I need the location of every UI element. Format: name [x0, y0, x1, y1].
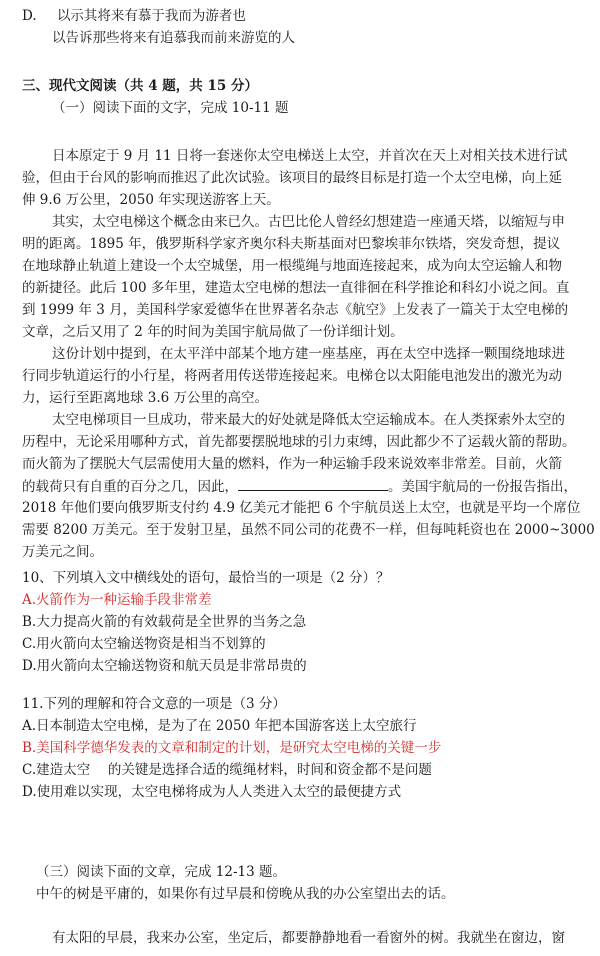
passage-line: 这份计划中提到，在太平洋中部某个地方建一座基座，再在太空中选择一颗围绕地球进	[52, 346, 565, 362]
passage-line: 行同步轨道运行的小行星，将两者用传送带连接起来。电梯仓以太阳能电池发出的激光为动	[22, 368, 562, 384]
passage-line: 验，但由于台风的影响而推迟了此次试验。该项目的最终目标是打造一个太空电梯，向上延	[22, 170, 562, 186]
part3-line: 有太阳的早晨，我来办公室，坐定后，都要静静地看一看窗外的树。我就坐在窗边，窗	[52, 930, 565, 946]
q11-option-b: B.美国科学德华发表的文章和制定的计划，是研究太空电梯的关键一步	[22, 740, 442, 756]
passage-line: 的新捷径。此后 100 多年里，建造太空电梯的想法一直徘徊在科学推论和科幻小说之间。直	[22, 280, 570, 296]
passage-line: 力，运行至距离地球 3.6 万公里的高空。	[22, 390, 269, 406]
passage-line: 其实，太空电梯这个概念由来已久。古巴比伦人曾经幻想建造一座通天塔，以缩短与申	[52, 214, 565, 230]
passage-line: 文章，之后又用了 2 年的时间为美国宇航局做了一份详细计划。	[22, 324, 404, 340]
passage-line: 2018 年他们要向俄罗斯支付约 4.9 亿美元才能把 6 个宇航员送上太空，也就是平均一个席位	[22, 500, 581, 516]
passage-line: 太空电梯项目一旦成功，带来最大的好处就是降低太空运输成本。在人类探索外太空的	[52, 412, 565, 428]
section-heading: 三、现代文阅读（共 4 题，共 15 分）	[22, 78, 258, 94]
part1-intro: （一）阅读下面的文字，完成 10-11 题	[52, 100, 289, 116]
passage-line: 伸 9.6 万公里，2050 年实现送游客上天。	[22, 192, 280, 208]
passage-blank-line	[22, 476, 584, 497]
passage-line: 而火箭为了摆脱大气层需使用大量的燃料，作为一种运输手段来说效率非常差。目前，火箭	[22, 456, 562, 472]
passage-line: 需要 8200 万美元。至于发射卫星，虽然不同公司的花费不一样，但每吨耗资也在 2000~3000	[22, 522, 595, 538]
q10-option-b: B.大力提高火箭的有效载荷是全世界的当务之急	[22, 614, 307, 630]
q10-option-d: D.用火箭向太空输送物资和航天员是非常昂贵的	[22, 658, 307, 674]
fill-in-blank	[238, 476, 388, 491]
prev-option-d-line1: 以示其将来有慕于我而为游者也	[56, 8, 246, 24]
passage-line: 明的距离。1895 年，俄罗斯科学家齐奥尔科夫斯基面对巴黎埃菲尔铁塔，突发奇想，提议	[22, 236, 561, 252]
prev-option-d-label: D.	[22, 8, 37, 24]
blank-line-after: 。美国宇航局的一份报告指出，	[388, 479, 577, 495]
prev-option-d-line2: 以告诉那些将来有追慕我而前来游览的人	[52, 30, 295, 46]
q11-option-a: A.日本制造太空电梯，是为了在 2050 年把本国游客送上太空旅行	[22, 718, 417, 734]
q11-option-c: C.建造太空 的关键是选择合适的缆绳材料，时间和资金都不是问题	[22, 762, 432, 778]
passage-line: 到 1999 年 3 月，美国科学家爱德华在世界著名杂志《航空》上发表了一篇关于太空电梯的	[22, 302, 569, 318]
part3-intro: （三）阅读下面的文章，完成 12-13 题。	[36, 864, 287, 880]
q10-option-c: C.用火箭向太空输送物资是相当不划算的	[22, 636, 266, 652]
passage-line: 在地球静止轨道上建设一个太空城堡，用一根缆绳与地面连接起来，成为向太空运输人和物	[22, 258, 562, 274]
part3-line: 中午的树是平庸的，如果你有过早晨和傍晚从我的办公室望出去的话。	[36, 886, 455, 902]
passage-line: 历程中，无论采用哪种方式，首先都要摆脱地球的引力束缚，因此都少不了运载火箭的帮助。	[22, 434, 576, 450]
q10-stem: 10、下列填入文中横线处的语句，最恰当的一项是（2 分）？	[22, 570, 390, 586]
blank-line-before: 的载荷只有自重的百分之几，因此，	[22, 479, 238, 495]
q11-stem: 11.下列的理解和符合文意的一项是（3 分）	[22, 696, 286, 712]
q10-option-a: A.火箭作为一种运输手段非常差	[22, 592, 212, 608]
prev-option-d	[22, 6, 584, 26]
passage-line: 万美元之间。	[22, 544, 103, 560]
q11-option-d: D.使用难以实现，太空电梯将成为人人类进入太空的最便捷方式	[22, 784, 402, 800]
passage-line: 日本原定于 9 月 11 日将一套迷你太空电梯送上太空，并首次在天上对相关技术进行试	[52, 148, 568, 164]
